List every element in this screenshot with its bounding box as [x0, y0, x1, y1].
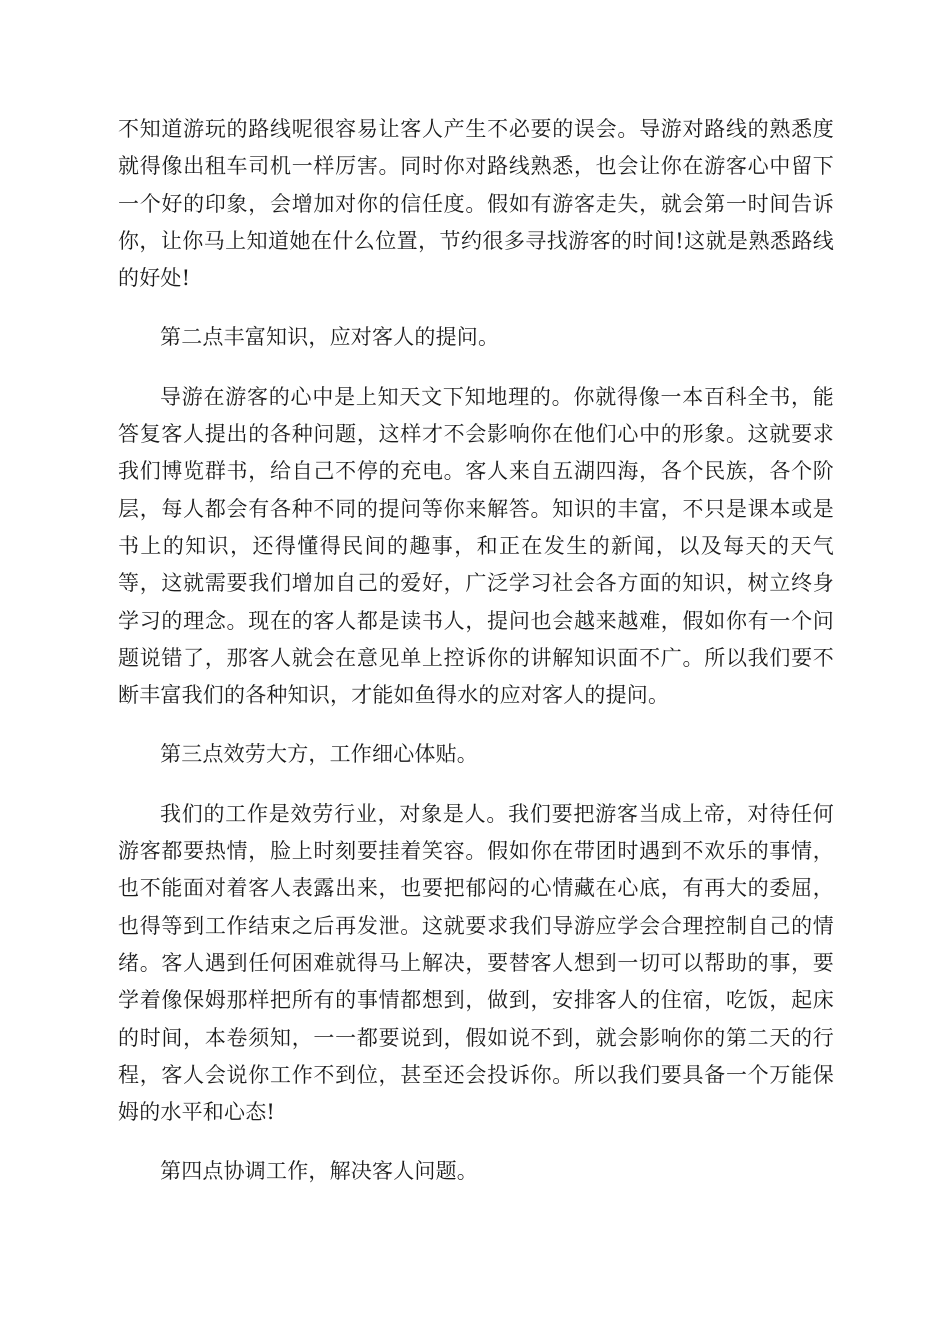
- paragraph-route-familiarity: 不知道游玩的路线呢很容易让客人产生不必要的误会。导游对路线的熟悉度就得像出租车司机一样厉害。同时你对路线熟悉，也会让你在游客心中留下一个好的印象，会增加对你的信任度。假如有游客走失，就会第一时间告诉你，让你马上知道她在什么位置，节约很多寻找游客的时间!这就是熟悉路线的好处!: [118, 117, 834, 291]
- paragraph-service: 我们的工作是效劳行业，对象是人。我们要把游客当成上帝，对待任何游客都要热情，脸上时刻要挂着笑容。假如你在带团时遇到不欢乐的事情，也不能面对着客人表露出来，也要把郁闷的心情藏在心底，有再大的委屈，也得等到工作结束之后再发泄。这就要求我们导游应学会合理控制自己的情绪。客人遇到任何困难就得马上解决，要替客人想到一切可以帮助的事，要学着像保姆那样把所有的事情都想到，做到，安排客人的住宿，吃饭，起床的时间，本卷须知，一一都要说到，假如说不到，就会影响你的第二天的行程，客人会说你工作不到位，甚至还会投诉你。所以我们要具备一个万能保姆的水平和心态!: [118, 801, 834, 1125]
- document-body: [118, 111, 834, 1213]
- heading-point-four: 第四点协调工作，解决客人问题。: [160, 1159, 478, 1184]
- heading-point-two: 第二点丰富知识，应对客人的提问。: [160, 325, 500, 350]
- heading-point-three: 第三点效劳大方，工作细心体贴。: [160, 742, 478, 767]
- paragraph-knowledge: 导游在游客的心中是上知天文下知地理的。你就得像一本百科全书，能答复客人提出的各种问题，这样才不会影响你在他们心中的形象。这就要求我们博览群书，给自己不停的充电。客人来自五湖四海，各个民族，各个阶层，每人都会有各种不同的提问等你来解答。知识的丰富，不只是课本或是书上的知识，还得懂得民间的趣事，和正在发生的新闻，以及每天的天气等，这就需要我们增加自己的爱好，广泛学习社会各方面的知识，树立终身学习的理念。现在的客人都是读书人，提问也会越来越难，假如你有一个问题说错了，那客人就会在意见单上控诉你的讲解知识面不广。所以我们要不断丰富我们的各种知识，才能如鱼得水的应对客人的提问。: [118, 384, 834, 708]
